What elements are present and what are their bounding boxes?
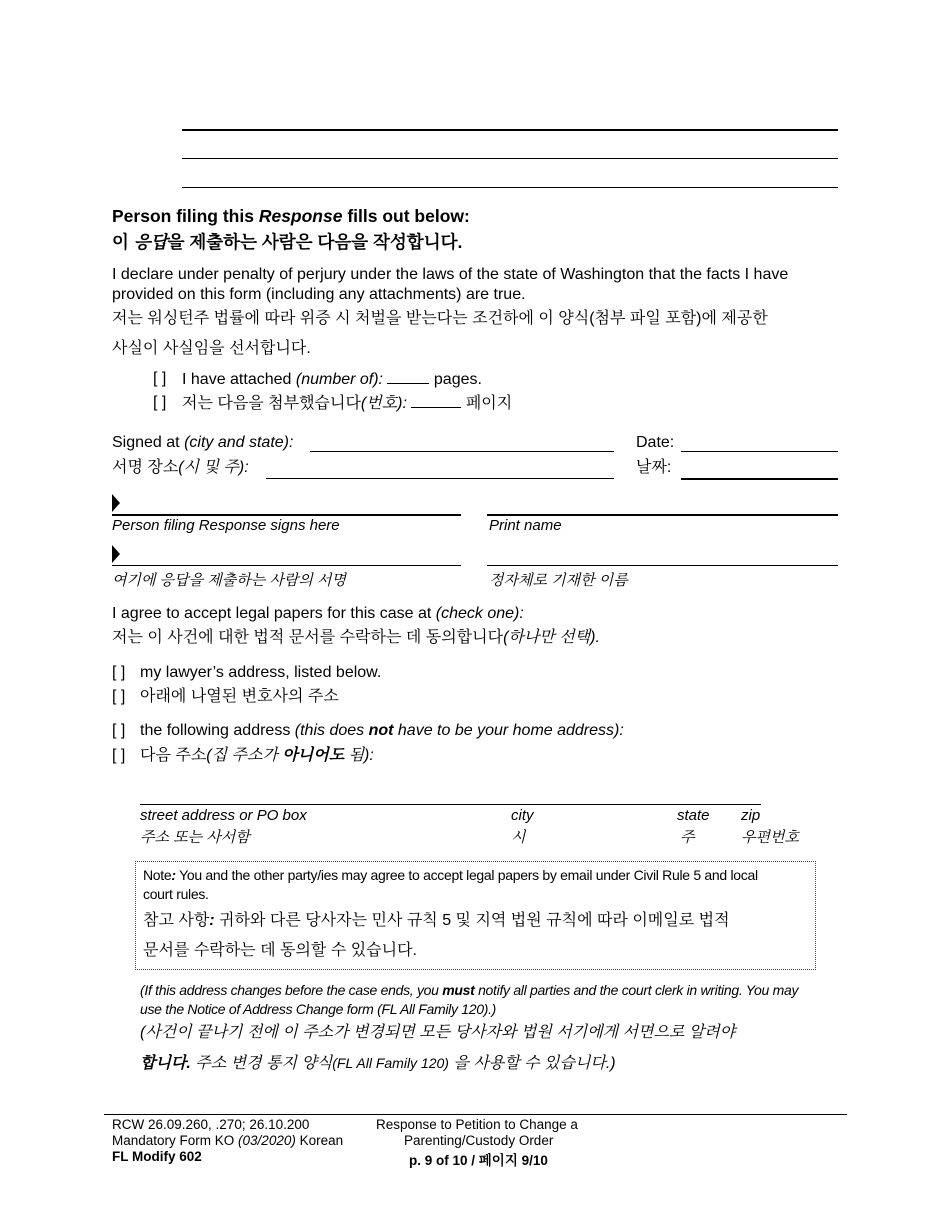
attachments-checkbox-ko[interactable]: [ ] (153, 394, 167, 411)
note-text-en-2: court rules. (143, 886, 209, 902)
footer-title-2: Parenting/Custody Order (404, 1133, 554, 1148)
date-label-en: Date: (636, 434, 675, 451)
top-rule-1 (182, 129, 838, 131)
note-text-ko-1: 참고 사항: 귀하와 다른 당사자는 민사 규칙 5 및 지역 법원 규칙에 따라 이메일로 법적 (143, 912, 730, 929)
signature-arrow-icon-ko (112, 545, 120, 563)
declaration-en-1: I declare under penalty of perjury under the laws of the state of Washington that the facts I have (112, 266, 789, 283)
option-address-checkbox[interactable]: [ ] (112, 722, 126, 739)
footer-rule (104, 1114, 847, 1115)
street-label-en: street address or PO box (140, 807, 307, 824)
print-name-label-ko: 정자체로 기재한 이름 (489, 572, 628, 589)
date-field-ko[interactable] (681, 478, 838, 480)
signed-at-label-en: Signed at (city and state): (112, 434, 294, 451)
address-change-en-2: use the Notice of Address Change form (FL All Family 120).) (140, 1001, 497, 1017)
footer-form: Mandatory Form KO (03/2020) Korean (112, 1133, 344, 1148)
street-label-ko: 주소 또는 사서함 (140, 829, 250, 846)
top-rule-3 (182, 187, 838, 188)
option-address-label-ko: 다음 주소(집 주소가 아니어도 됨): (140, 747, 374, 764)
filer-heading-ko: 이 응답을 제출하는 사람은 다음을 작성합니다. (112, 232, 463, 252)
print-name-field-ko[interactable] (487, 565, 838, 566)
date-field[interactable] (681, 451, 838, 452)
print-name-label-en: Print name (489, 517, 562, 534)
address-change-ko-2: 합니다. 주소 변경 통지 양식(FL All Family 120) 을 사용할 수 있습니다.) (140, 1055, 616, 1072)
declaration-en-2: provided on this form (including any attachments) are true. (112, 286, 526, 303)
attachments-ko: 저는 다음을 첨부했습니다(번호): 페이지 (182, 395, 513, 412)
footer-page-number: p. 9 of 10 / 페이지 9/10 (409, 1153, 548, 1168)
signed-at-field-ko[interactable] (266, 478, 614, 479)
signed-at-label-ko: 서명 장소(시 및 주): (112, 459, 249, 476)
option-address-label-en: the following address (this does not have to be your home address): (140, 722, 624, 739)
option-lawyer-label-en: my lawyer’s address, listed below. (140, 664, 382, 681)
city-label-en: city (511, 807, 534, 824)
date-label-ko: 날짜: (636, 459, 672, 476)
accept-papers-intro-en: I agree to accept legal papers for this case at (check one): (112, 605, 524, 622)
footer-form-id: FL Modify 602 (112, 1149, 202, 1164)
state-label-ko: 주 (680, 829, 695, 846)
signature-field-ko[interactable] (112, 565, 461, 566)
address-change-en-1: (If this address changes before the case ends, you must notify all parties and the court clerk in writing. You may (140, 982, 799, 998)
accept-papers-intro-ko: 저는 이 사건에 대한 법적 문서를 수락하는 데 동의합니다(하나만 선택). (112, 629, 600, 646)
signed-at-field[interactable] (310, 451, 614, 452)
sign-here-label-ko: 여기에 응답을 제출하는 사람의 서명 (112, 572, 347, 589)
city-label-ko: 시 (511, 829, 526, 846)
address-change-ko-1: (사건이 끝나기 전에 이 주소가 변경되면 모든 당사자와 법원 서기에게 서면으로 알려야 (140, 1024, 736, 1041)
declaration-ko-2: 사실이 사실임을 선서합니다. (112, 340, 311, 357)
filer-heading-en: Person filing this Response fills out below: (112, 206, 470, 226)
option-address-checkbox-ko[interactable]: [ ] (112, 747, 126, 764)
note-text-en-1: Note: You and the other party/ies may agree to accept legal papers by email under Civil Rule 5 and local (143, 867, 758, 883)
attachments-en: I have attached (number of): pages. (182, 371, 482, 388)
signature-arrow-icon (112, 494, 120, 512)
attachments-count-field[interactable] (387, 369, 429, 384)
attachments-checkbox-en[interactable]: [ ] (153, 370, 167, 387)
sign-here-label-en: Person filing Response signs here (112, 517, 340, 534)
state-label-en: state (677, 807, 710, 824)
declaration-ko-1: 저는 워싱턴주 법률에 따라 위증 시 처벌을 받는다는 조건하에 이 양식(첨부 파일 포함)에 제공한 (112, 310, 768, 327)
option-lawyer-checkbox-ko[interactable]: [ ] (112, 688, 126, 705)
attachments-count-field-ko[interactable] (411, 393, 461, 408)
footer-rcw: RCW 26.09.260, .270; 26.10.200 (112, 1117, 310, 1132)
note-text-ko-2: 문서를 수락하는 데 동의할 수 있습니다. (143, 942, 417, 959)
address-field[interactable] (140, 804, 761, 805)
footer-title-1: Response to Petition to Change a (376, 1117, 578, 1132)
top-rule-2 (182, 158, 838, 159)
option-lawyer-label-ko: 아래에 나열된 변호사의 주소 (140, 688, 339, 705)
option-lawyer-checkbox[interactable]: [ ] (112, 664, 126, 681)
zip-label-en: zip (741, 807, 761, 824)
zip-label-ko: 우편번호 (741, 829, 799, 846)
